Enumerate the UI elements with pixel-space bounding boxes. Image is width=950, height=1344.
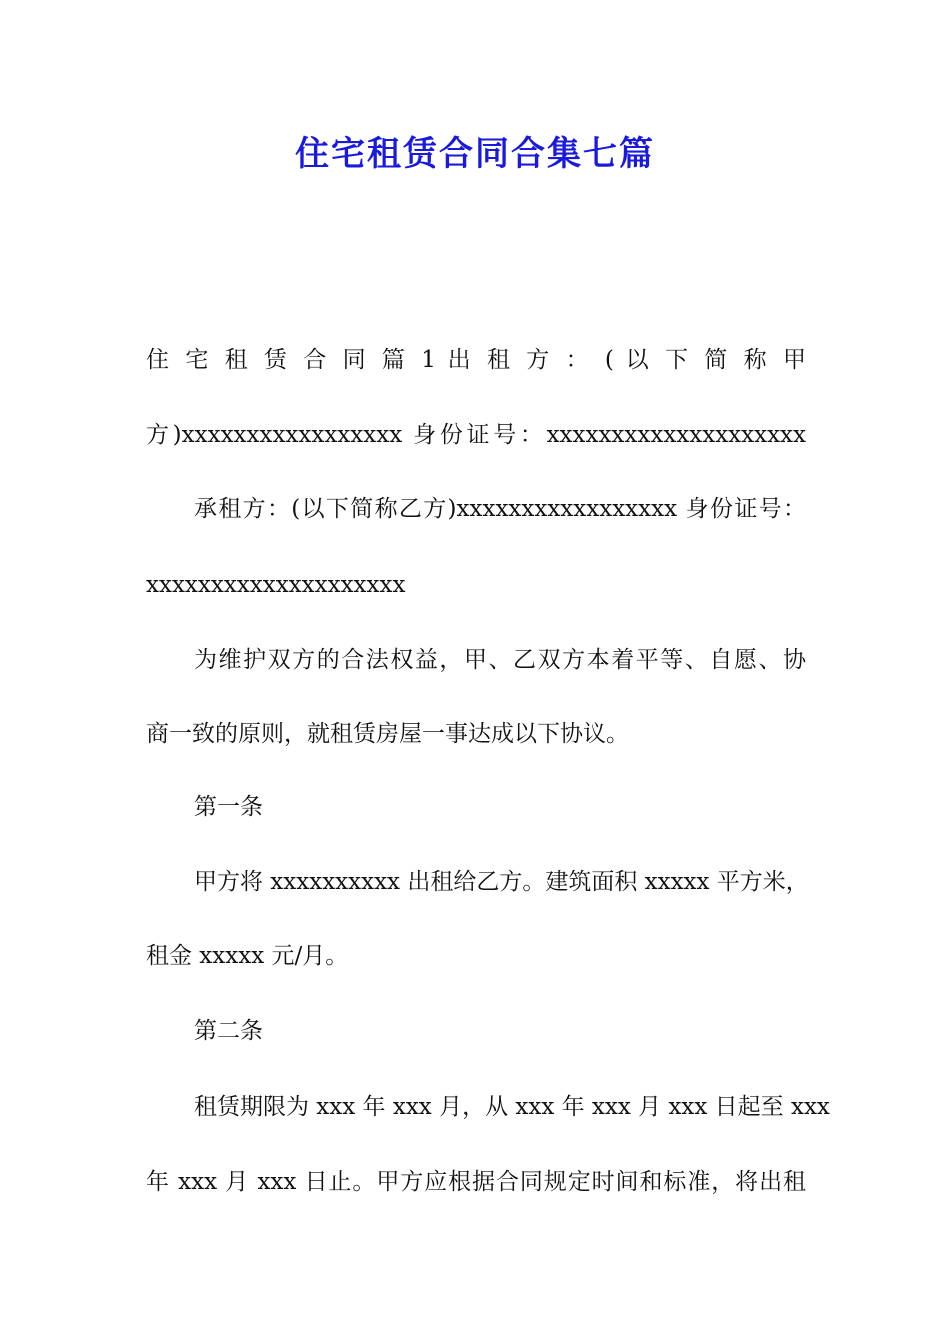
paragraph-line: 甲方将 xxxxxxxxxx 出租给乙方。建筑面积 xxxxx 平方米，	[194, 869, 809, 895]
paragraph-line: 承租方：(以下简称乙方)xxxxxxxxxxxxxxxxx 身份证号：	[194, 496, 806, 522]
paragraph-line: 商一致的原则，就租赁房屋一事达成以下协议。	[146, 721, 629, 747]
paragraph-line: 年 xxx 月 xxx 日止。甲方应根据合同规定时间和标准，将出租	[146, 1169, 806, 1195]
document-title: 住宅租赁合同合集七篇	[295, 134, 655, 174]
section-heading: 第一条	[194, 794, 263, 820]
paragraph-line: 方)xxxxxxxxxxxxxxxxx 身份证号：xxxxxxxxxxxxxxxxxxxx	[146, 422, 806, 448]
paragraph-line: xxxxxxxxxxxxxxxxxxxx	[146, 572, 406, 598]
paragraph-line: 租赁期限为 xxx 年 xxx 月，从 xxx 年 xxx 月 xxx 日起至 xxx	[194, 1094, 830, 1120]
paragraph-line: 租金 xxxxx 元/月。	[146, 943, 349, 969]
paragraph-line: 为维护双方的合法权益，甲、乙双方本着平等、自愿、协	[194, 647, 806, 673]
section-heading: 第二条	[194, 1018, 263, 1044]
paragraph-line: 住 宅 租 赁 合 同 篇 1 出 租 方 ： ( 以 下 简 称 甲	[146, 347, 806, 373]
